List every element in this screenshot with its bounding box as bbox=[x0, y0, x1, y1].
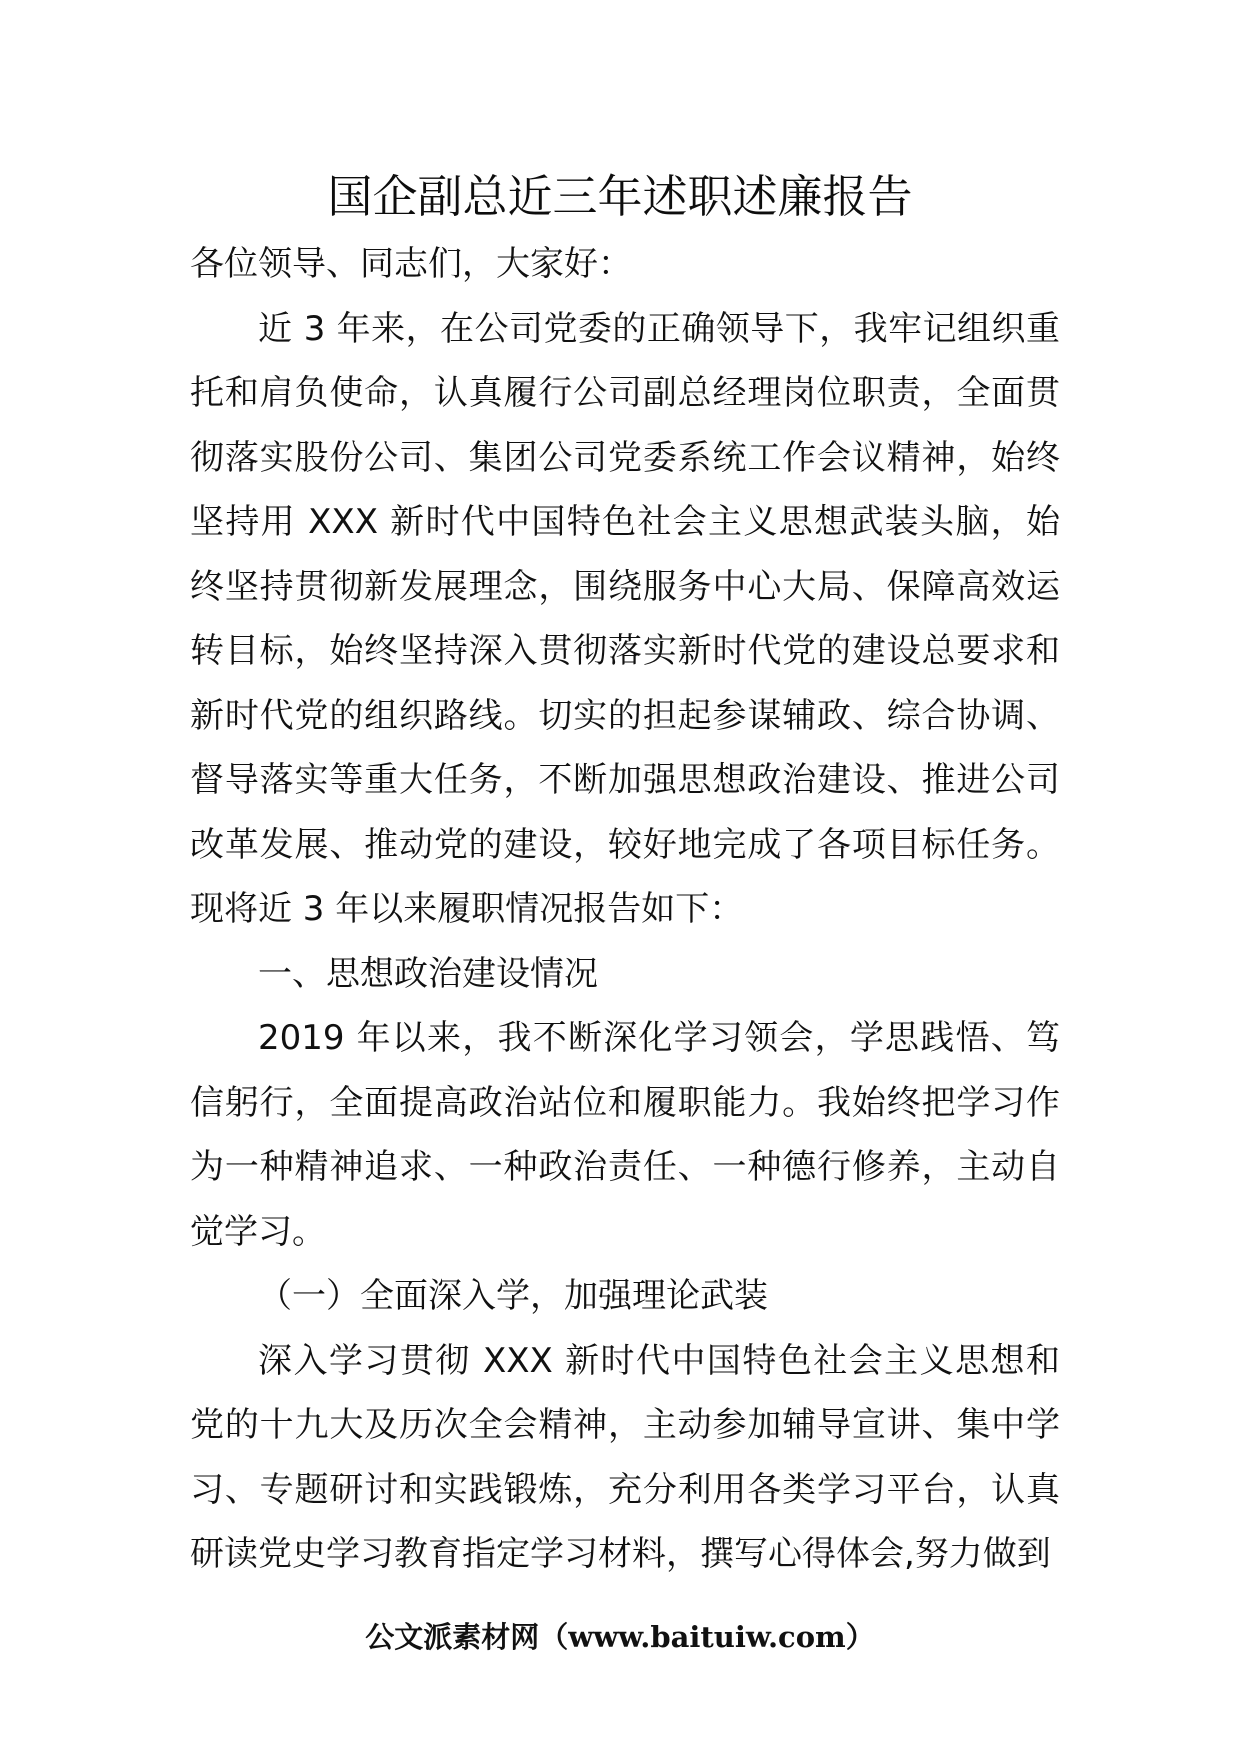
intro-paragraph: 近 3 年来，在公司党委的正确领导下，我牢记组织重托和肩负使命，认真履行公司副总经理岗位职责，全面贯彻落实股份公司、集团公司党委系统工作会议精神，始终坚持用 XXX 新时代中国特色社会主义思想武装头脑，始终坚持贯彻新发展理念，围绕服务中心大局、保障高效运转目标，始终坚持深入贯彻落实新时代党的建设总要求和新时代党的组织路线。切实的担起参谋辅政、综合协调、督导落实等重大任务，不断加强思想政治建设、推进公司改革发展、推动党的建设，较好地完成了各项目标任务。现将近 3 年以来履职情况报告如下： bbox=[190, 308, 1060, 929]
document-title: 国企副总近三年述职述廉报告 bbox=[327, 170, 913, 223]
footer-watermark: 公文派素材网（www.baituiw.com） bbox=[365, 1620, 875, 1654]
body-paragraph: 深入学习贯彻 XXX 新时代中国特色社会主义思想和党的十九大及历次全会精神，主动参加辅导宣讲、集中学习、专题研讨和实践锻炼，充分利用各类学习平台，认真研读党史学习教育指定学习材料，撰写心得体会,努力做到 bbox=[190, 1340, 1060, 1574]
subsection-heading: （一）全面深入学，加强理论武装 bbox=[258, 1276, 768, 1316]
section-heading: 一、思想政治建设情况 bbox=[258, 953, 598, 994]
body-paragraph: 2019 年以来，我不断深化学习领会，学思践悟、笃信躬行，全面提高政治站位和履职能力。我始终把学习作为一种精神追求、一种政治责任、一种德行修养，主动自觉学习。 bbox=[190, 1018, 1060, 1252]
document-body bbox=[190, 232, 1060, 1587]
salutation: 各位领导、同志们，大家好： bbox=[190, 244, 632, 284]
